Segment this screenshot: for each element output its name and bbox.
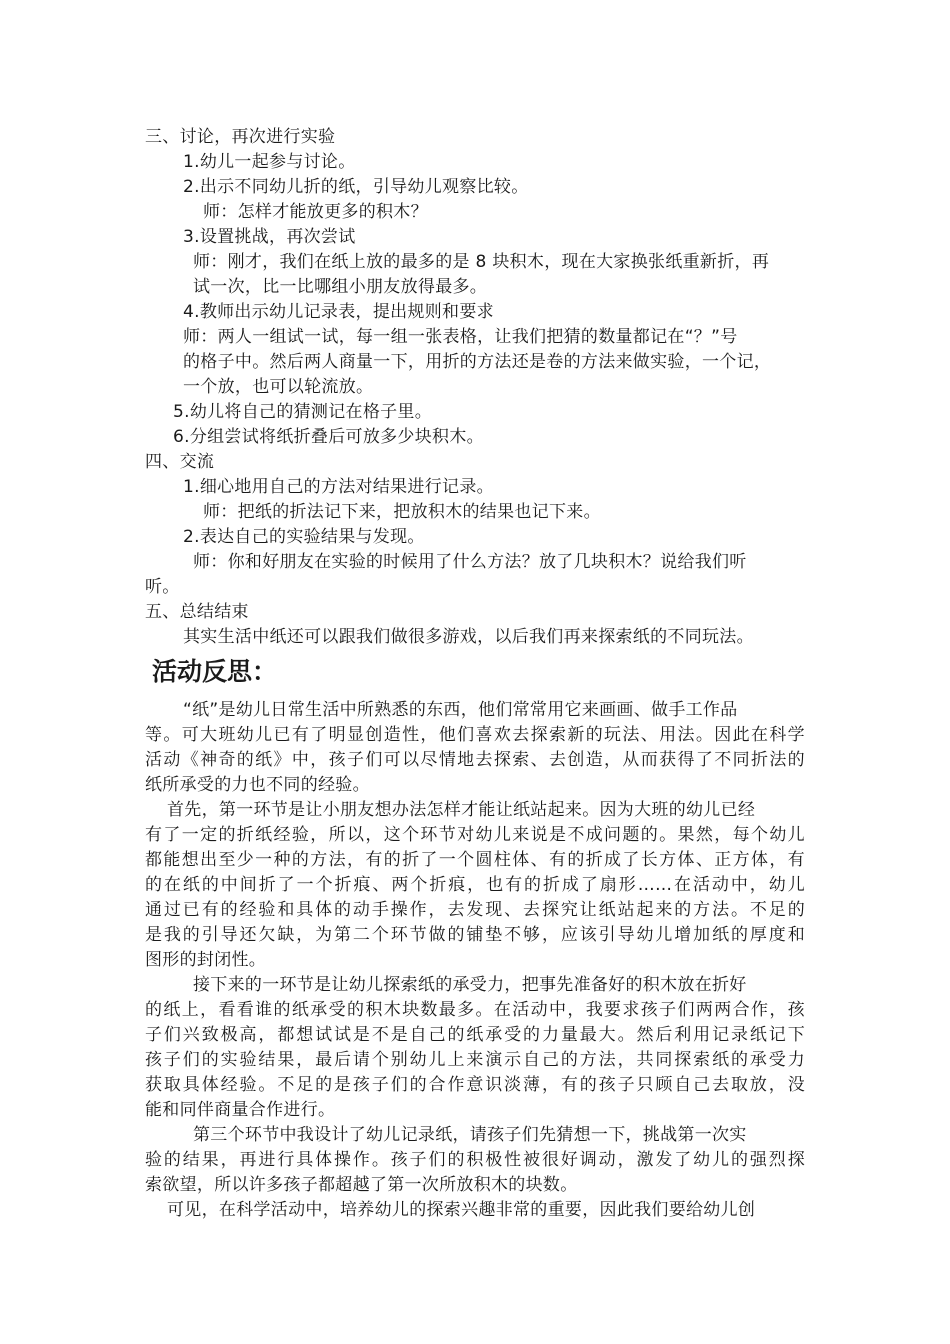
section3-heading: 三、讨论，再次进行实验 — [145, 127, 336, 147]
section3-item3: 3.设置挑战，再次尝试 — [183, 227, 356, 247]
reflection-p1-line: 等。可大班幼儿已有了明显创造性，他们喜欢去探索新的玩法、用法。因此在科学 — [145, 725, 805, 745]
reflection-p2-line: 图形的封闭性。 — [145, 950, 267, 970]
section3-item1: 1.幼儿一起参与讨论。 — [183, 152, 356, 172]
section3-item6: 6.分组尝试将纸折叠后可放多少块积木。 — [173, 427, 484, 447]
reflection-p3-line: 的纸上，看看谁的纸承受的积木块数最多。在活动中，我要求孩子们两两合作，孩 — [145, 1000, 805, 1020]
reflection-p3-line: 接下来的一环节是让幼儿探索纸的承受力，把事先准备好的积木放在折好 — [193, 975, 747, 995]
section3-item2: 2.出示不同幼儿折的纸，引导幼儿观察比较。 — [183, 177, 529, 197]
section3-item4-line2: 的格子中。然后两人商量一下，用折的方法还是卷的方法来做实验，一个记， — [183, 352, 772, 372]
section3-item2-question: 师：怎样才能放更多的积木？ — [203, 202, 428, 222]
reflection-p2-line: 都能想出至少一种的方法，有的折了一个圆柱体、有的折成了长方体、正方体，有 — [145, 850, 805, 870]
reflection-p2-line: 是我的引导还欠缺，为第二个环节做的铺垫不够，应该引导幼儿增加纸的厚度和 — [145, 925, 805, 945]
reflection-p2-line: 有了一定的折纸经验，所以，这个环节对幼儿来说是不成问题的。果然，每个幼儿 — [145, 825, 805, 845]
section4-item1-question: 师：把纸的折法记下来，把放积木的结果也记下来。 — [203, 502, 601, 522]
section4-item2-line1: 师：你和好朋友在实验的时候用了什么方法？放了几块积木？说给我们听 — [193, 552, 747, 572]
section4-item2-line2: 听。 — [145, 577, 180, 597]
reflection-p1-line: “纸”是幼儿日常生活中所熟悉的东西，他们常常用它来画画、做手工作品 — [183, 700, 738, 720]
reflection-p1-line: 纸所承受的力也不同的经验。 — [145, 775, 370, 795]
section4-heading: 四、交流 — [145, 452, 215, 472]
reflection-p4-line: 索欲望，所以许多孩子都超越了第一次所放积木的块数。 — [145, 1175, 578, 1195]
section3-item4-line3: 一个放，也可以轮流放。 — [183, 377, 374, 397]
section3-item4-line1: 师：两人一组试一试，每一组一张表格，让我们把猜的数量都记在“？”号 — [183, 327, 738, 347]
reflection-p2-line: 首先，第一环节是让小朋友想办法怎样才能让纸站起来。因为大班的幼儿已经 — [167, 800, 756, 820]
section5-heading: 五、总结结束 — [145, 602, 249, 622]
section5-text: 其实生活中纸还可以跟我们做很多游戏，以后我们再来探索纸的不同玩法。 — [183, 627, 754, 647]
section4-item1: 1.细心地用自己的方法对结果进行记录。 — [183, 477, 494, 497]
reflection-p2-line: 通过已有的经验和具体的动手操作，去发现、去探究让纸站起来的方法。不足的 — [145, 900, 805, 920]
reflection-p2-line: 的在纸的中间折了一个折痕、两个折痕，也有的折成了扇形……在活动中，幼儿 — [145, 875, 805, 895]
reflection-p1-line: 活动《神奇的纸》中，孩子们可以尽情地去探索、去创造，从而获得了不同折法的 — [145, 750, 805, 770]
reflection-p4-line: 第三个环节中我设计了幼儿记录纸，请孩子们先猜想一下，挑战第一次实 — [193, 1125, 747, 1145]
reflection-p4-line: 验的结果，再进行具体操作。孩子们的积极性被很好调动，激发了幼儿的强烈探 — [145, 1150, 805, 1170]
reflection-p3-line: 子们兴致极高，都想试试是不是自己的纸承受的力量最大。然后利用记录纸记下 — [145, 1025, 805, 1045]
section3-item3-line2: 试一次，比一比哪组小朋友放得最多。 — [193, 277, 488, 297]
section3-item5: 5.幼儿将自己的猜测记在格子里。 — [173, 402, 433, 422]
reflection-title: 活动反思： — [152, 657, 278, 686]
section4-item2: 2.表达自己的实验结果与发现。 — [183, 527, 425, 547]
section3-item3-line1: 师：刚才，我们在纸上放的最多的是 8 块积木，现在大家换张纸重新折，再 — [193, 252, 770, 272]
reflection-p3-line: 获取具体经验。不足的是孩子们的合作意识淡薄，有的孩子只顾自己去取放，没 — [145, 1075, 805, 1095]
reflection-p3-line: 孩子们的实验结果，最后请个别幼儿上来演示自己的方法，共同探索纸的承受力 — [145, 1050, 805, 1070]
reflection-p5-line: 可见，在科学活动中，培养幼儿的探索兴趣非常的重要，因此我们要给幼儿创 — [167, 1200, 756, 1220]
section3-item4: 4.教师出示幼儿记录表，提出规则和要求 — [183, 302, 494, 322]
reflection-p3-line: 能和同伴商量合作进行。 — [145, 1100, 336, 1120]
